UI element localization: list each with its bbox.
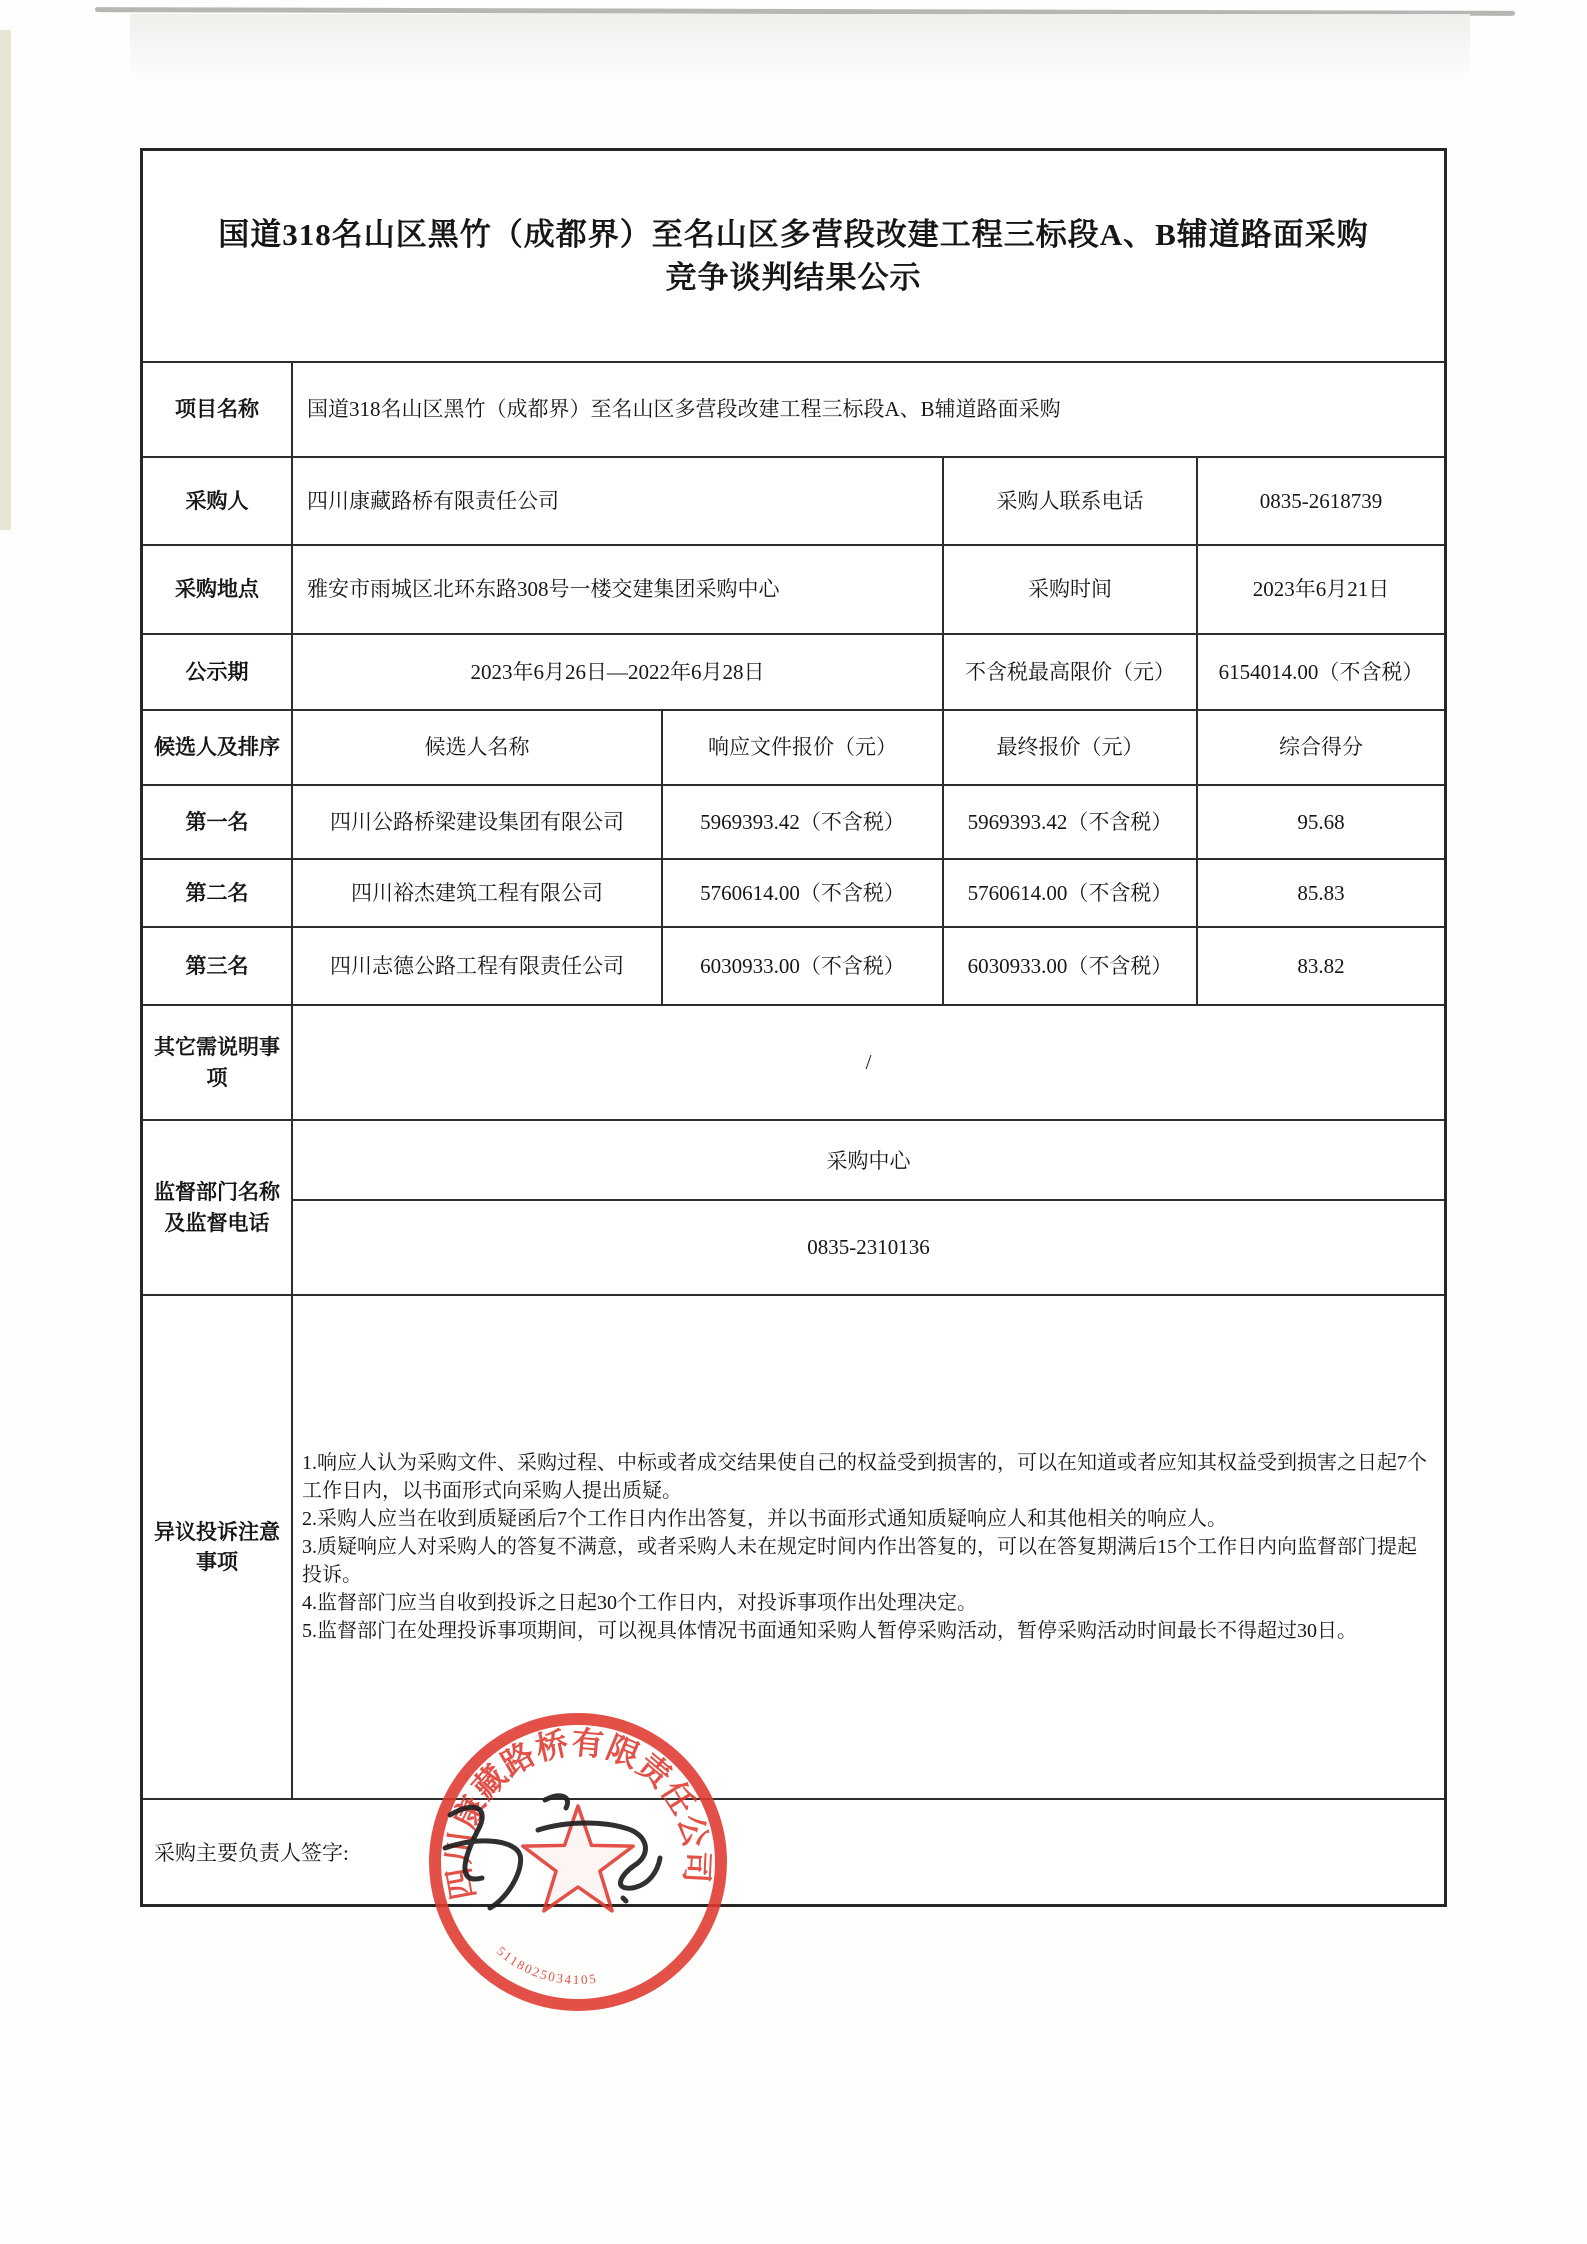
document-title: [143, 151, 1444, 361]
candidates-header-final: 最终报价（元）: [944, 711, 1198, 784]
candidate-name: 四川志德公路工程有限责任公司: [293, 928, 663, 1004]
candidate-bid: 5969393.42（不含税）: [663, 786, 944, 858]
purchaser-value: 四川康藏路桥有限责任公司: [293, 458, 944, 544]
candidate-row-2: [143, 860, 1444, 928]
complaint-notice-label: 异议投诉注意事项: [143, 1296, 293, 1798]
candidate-name: 四川裕杰建筑工程有限公司: [293, 860, 663, 926]
candidate-row-1: [143, 786, 1444, 860]
publicity-period-value: 2023年6月26日—2022年6月28日: [293, 635, 944, 709]
location-label: 采购地点: [143, 546, 293, 633]
purchase-time-label: 采购时间: [944, 546, 1198, 633]
complaint-item: 1.响应人认为采购文件、采购过程、中标或者成交结果使自己的权益受到损害的，可以在知道或者应知其权益受到损害之日起7个工作日内，以书面形式向采购人提出质疑。: [302, 1452, 1427, 1502]
supervision-phone: 0835-2310136: [807, 1235, 930, 1259]
signature-ink-strokes: [445, 1796, 660, 1908]
candidate-final-bid: 5760614.00（不含税）: [944, 860, 1198, 926]
supervision-values: [293, 1121, 1444, 1294]
title-row: [143, 151, 1444, 363]
publicity-period-label: 公示期: [143, 635, 293, 709]
other-notes-row: [143, 1006, 1444, 1121]
candidate-rank: 第二名: [143, 860, 293, 926]
candidate-score: 95.68: [1297, 809, 1345, 834]
purchaser-phone-value: 0835-2618739: [1259, 488, 1383, 513]
supervision-label: 监督部门名称及监督电话: [143, 1121, 293, 1294]
candidates-header-score: 综合得分: [1279, 735, 1363, 760]
candidate-row-3: [143, 928, 1444, 1006]
scan-artifact-top-shade: [130, 14, 1470, 84]
purchase-time-value: 2023年6月21日: [1252, 577, 1390, 602]
complaint-item: 2.采购人应当在收到质疑函后7个工作日内作出答复，并以书面形式通知质疑响应人和其他相关的响应人。: [302, 1508, 1227, 1530]
other-notes-label: 其它需说明事项: [143, 1006, 293, 1119]
complaint-item: 3.质疑响应人对采购人的答复不满意，或者采购人未在规定时间内作出答复的，可以在答复期满后15个工作日内向监督部门提起投诉。: [302, 1536, 1417, 1586]
document-title-line1: 国道318名山区黑竹（成都界）至名山区多营段改建工程三标段A、B辅道路面采购: [218, 217, 1369, 252]
candidate-bid: 5760614.00（不含税）: [663, 860, 944, 926]
scan-artifact-left-edge: [0, 30, 11, 530]
complaint-notice-row: [143, 1296, 1444, 1800]
seal-company-arc-text: 四川康藏路桥有限责任公司: [440, 1724, 716, 1903]
complaint-item: 4.监督部门应当自收到投诉之日起30个工作日内，对投诉事项作出处理决定。: [302, 1592, 977, 1614]
project-name-row: [143, 363, 1444, 458]
max-price-label: 不含税最高限价（元）: [944, 635, 1198, 709]
publicity-period-row: [143, 635, 1444, 711]
candidate-rank: 第三名: [143, 928, 293, 1004]
supervision-dept: 采购中心: [293, 1121, 1444, 1201]
other-notes-value: /: [865, 1050, 872, 1075]
signature-row: [143, 1800, 1444, 1904]
handwritten-signature: [420, 1770, 720, 1940]
complaint-item: 5.监督部门在处理投诉事项期间，可以视具体情况书面通知采购人暂停采购活动，暂停采购活动时间最长不得超过30日。: [302, 1620, 1357, 1642]
purchaser-phone-label: 采购人联系电话: [944, 458, 1198, 544]
candidate-score: 83.82: [1297, 953, 1345, 978]
signature-label: 采购主要负责人签字:: [154, 1841, 349, 1865]
announcement-table: [140, 148, 1447, 1907]
candidates-header-row: [143, 711, 1444, 786]
purchaser-row: [143, 458, 1444, 546]
candidate-final-bid: 5969393.42（不含税）: [944, 786, 1198, 858]
max-price-value: 6154014.00（不含税）: [1218, 659, 1424, 684]
candidate-bid: 6030933.00（不含税）: [663, 928, 944, 1004]
candidate-final-bid: 6030933.00（不含税）: [944, 928, 1198, 1004]
supervision-row: [143, 1121, 1444, 1296]
candidate-rank: 第一名: [143, 786, 293, 858]
candidates-header-rank: 候选人及排序: [143, 711, 293, 784]
candidate-name: 四川公路桥梁建设集团有限公司: [293, 786, 663, 858]
candidate-score: 85.83: [1297, 880, 1345, 905]
project-name-label: 项目名称: [143, 363, 293, 456]
location-row: [143, 546, 1444, 635]
project-name-value: 国道318名山区黑竹（成都界）至名山区多营段改建工程三标段A、B辅道路面采购: [307, 397, 1061, 422]
candidates-header-name: 候选人名称: [293, 711, 663, 784]
seal-serial-number: 5118025034105: [493, 1943, 599, 1988]
candidates-header-bid: 响应文件报价（元）: [663, 711, 944, 784]
purchaser-label: 采购人: [143, 458, 293, 544]
location-value: 雅安市雨城区北环东路308号一楼交建集团采购中心: [293, 546, 944, 633]
document-title-line2: 竞争谈判结果公示: [665, 260, 922, 295]
complaint-notice-text: [293, 1449, 1444, 1645]
